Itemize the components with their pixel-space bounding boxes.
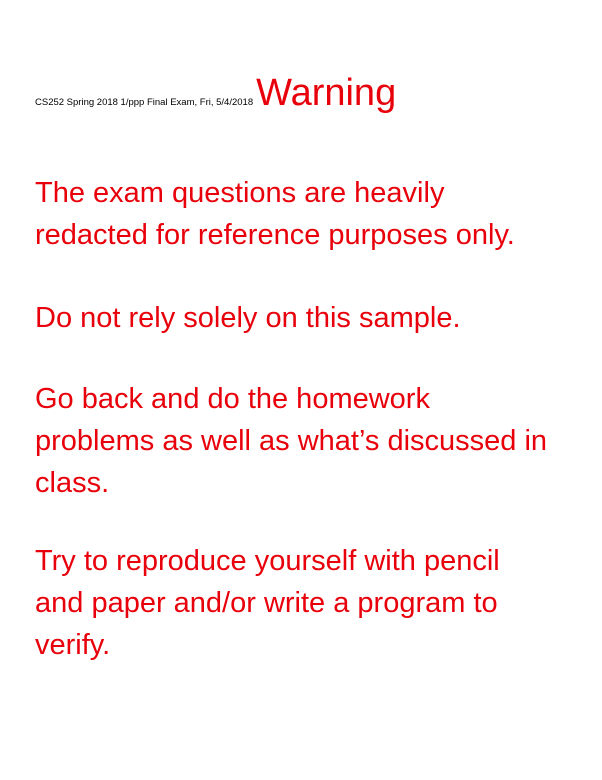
paragraph-line: redacted for reference purposes only.	[35, 219, 515, 251]
paragraph-do-not-rely	[35, 297, 595, 339]
paragraph-line: The exam questions are heavily	[35, 177, 445, 209]
course-info: CS252 Spring 2018 1/ppp Final Exam, Fri, 5/4/2018	[35, 97, 254, 108]
paragraph-line: Go back and do the homework	[35, 383, 430, 415]
paragraph-line: Try to reproduce yourself with pencil	[35, 545, 500, 577]
paragraph-line: Do not rely solely on this sample.	[35, 302, 461, 334]
paragraph-redacted-notice	[35, 172, 595, 256]
page-header	[35, 74, 396, 112]
paragraph-line: problems as well as what’s discussed in	[35, 425, 548, 457]
warning-title: Warning	[256, 72, 397, 114]
paragraph-reproduce	[35, 540, 595, 666]
paragraph-line: verify.	[35, 629, 111, 661]
paragraph-line: class.	[35, 467, 110, 499]
paragraph-line: and paper and/or write a program to	[35, 587, 498, 619]
paragraph-homework	[35, 378, 595, 504]
